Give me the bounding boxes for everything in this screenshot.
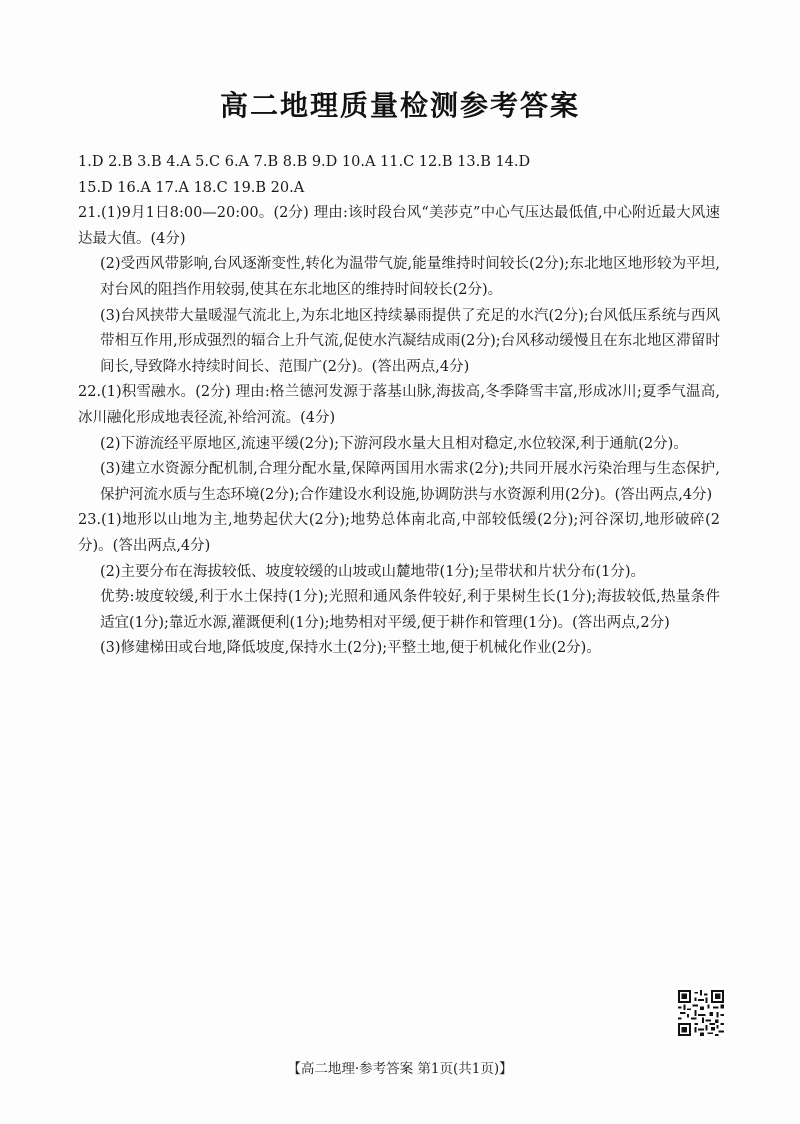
q21-part-3: (3)台风挟带大量暖湿气流北上,为东北地区持续暴雨提供了充足的水汽(2分);台风低压系统与西风带相互作用,形成强烈的辐合上升气流,促使水汽凝结成雨(2分);台风移动缓慢且在东北地区滞留时间长,导致降水持续时间长、范围广(2分)。(答出两点,4分) [100, 307, 720, 375]
q23-part-2: (2)主要分布在海拔较低、坡度较缓的山坡或山麓地带(1分);呈带状和片状分布(1分)。 [100, 563, 646, 580]
q21-part-2: (2)受西风带影响,台风逐渐变性,转化为温带气旋,能量维持时间较长(2分);东北地区地形较为平坦,对台风的阻挡作用较弱,使其在东北地区的维持时间较长(2分)。 [100, 256, 720, 298]
q22-part-1: 22.(1)积雪融水。(2分) 理由:格兰德河发源于落基山脉,海拔高,冬季降雪丰富,形成冰川;夏季气温高,冰川融化形成地表径流,补给河流。(4分) [78, 384, 720, 426]
q23-part-1: 23.(1)地形以山地为主,地势起伏大(2分);地势总体南北高,中部较低缓(2分);河谷深切,地形破碎(2分)。(答出两点,4分) [78, 512, 720, 554]
q22-part-2: (2)下游流经平原地区,流速平缓(2分);下游河段水量大且相对稳定,水位较深,利于通航(2分)。 [100, 435, 688, 452]
page-footer: 【高二地理·参考答案 第1页(共1页)】 [287, 1061, 513, 1077]
question-22 [78, 380, 720, 508]
q21-part-1: 21.(1)9月1日8:00—20:00。(2分) 理由:该时段台风“美莎克”中心气压达最低值,中心附近最大风速达最大值。(4分) [78, 205, 720, 247]
answer-content [78, 150, 720, 662]
question-23 [78, 508, 720, 662]
page-title: 高二地理质量检测参考答案 [219, 89, 580, 122]
q23-advantages: 优势:坡度较缓,利于水土保持(1分);光照和通风条件较好,利于果树生长(1分);海拔较低,热量条件适宜(1分);靠近水源,灌溉便利(1分);地势相对平缓,便于耕作和管理(1分)。(答出两点,2分) [100, 589, 720, 631]
choice-answers-line-2: 15.D 16.A 17.A 18.C 19.B 20.A [78, 179, 305, 196]
choice-answers-line-1: 1.D 2.B 3.B 4.A 5.C 6.A 7.B 8.B 9.D 10.A 11.C 12.B 13.B 14.D [78, 154, 531, 170]
qr-code-icon [678, 990, 724, 1036]
q23-part-3: (3)修建梯田或台地,降低坡度,保持水土(2分);平整土地,便于机械化作业(2分)。 [100, 640, 601, 657]
q22-part-3: (3)建立水资源分配机制,合理分配水量,保障两国用水需求(2分);共同开展水污染治理与生态保护,保护河流水质与生态环境(2分);合作建设水利设施,协调防洪与水资源利用(2分)。(答出两点,4分) [100, 461, 720, 503]
question-21 [78, 201, 720, 380]
